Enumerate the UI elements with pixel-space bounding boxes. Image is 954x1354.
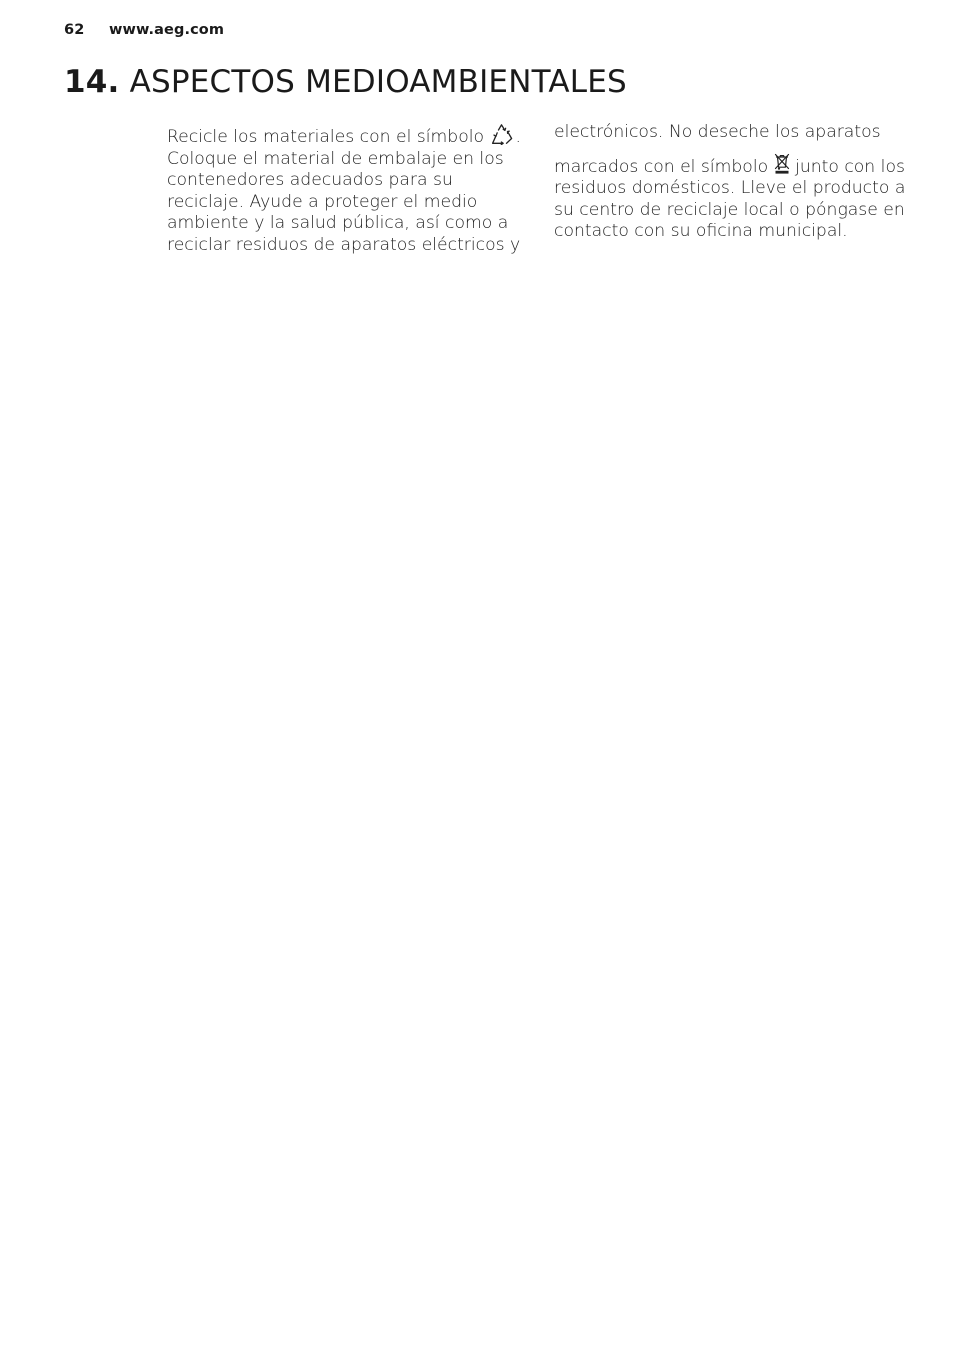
text-segment: Recicle los materiales con el símbolo — [167, 127, 484, 147]
section-title — [64, 64, 627, 100]
page-header — [64, 22, 224, 38]
text-line: reciclar residuos de aparatos eléctricos y — [167, 234, 521, 255]
text-line: reciclaje. Ayude a proteger el medio — [167, 191, 478, 212]
text-line: Coloque el material de embalaje en los — [167, 148, 504, 169]
text-line — [167, 123, 527, 149]
text-segment: . — [515, 127, 521, 147]
text-line: ambiente y la salud pública, así como a — [167, 213, 509, 234]
text-segment: junto con los — [795, 156, 905, 177]
text-line: su centro de reciclaje local o póngase en — [554, 199, 905, 220]
text-line: residuos domésticos. Lleve el producto a — [554, 178, 906, 199]
body-paragraph — [167, 123, 527, 257]
recycle-icon — [489, 123, 515, 145]
crossed-out-wheelie-bin-icon — [774, 153, 790, 175]
text-line — [554, 153, 916, 179]
body-paragraph-continued — [554, 122, 916, 243]
section-title-text: ASPECTOS MEDIOAMBIENTALES — [129, 64, 627, 100]
text-line: contacto con su oficina municipal. — [554, 221, 848, 242]
website-url: www.aeg.com — [109, 22, 225, 38]
text-segment: marcados con el símbolo — [554, 156, 769, 177]
page-number: 62 — [64, 22, 85, 38]
text-line: electrónicos. No deseche los aparatos — [554, 122, 881, 142]
body-column-right — [554, 122, 916, 243]
text-line: contenedores adecuados para su — [167, 170, 453, 191]
section-number: 14. — [64, 64, 120, 100]
body-column-left — [167, 123, 527, 257]
